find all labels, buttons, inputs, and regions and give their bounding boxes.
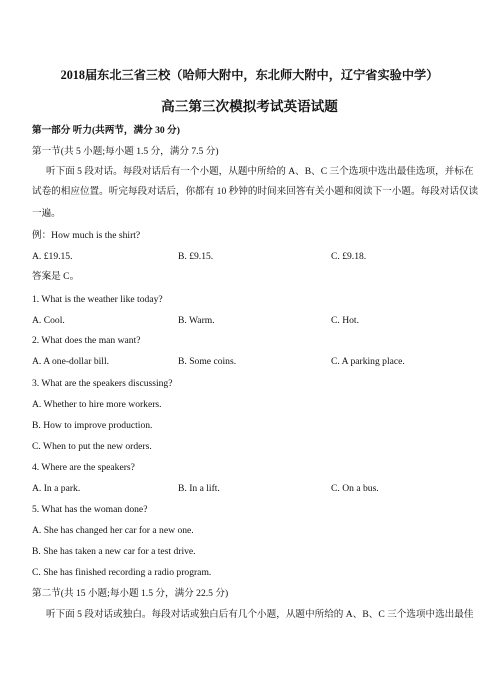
section1-instructions-line1: 听下面 5 段对话。每段对话后有一个小题，从题中所给的 A、B、C 三个选项中选出最佳选项，并标在 — [46, 166, 474, 177]
question-4: 4. Where are the speakers? — [32, 462, 135, 473]
part1-heading: 第一部分 听力(共两节，满分 30 分) — [32, 125, 180, 136]
section1-heading: 第一节(共 5 小题;每小题 1.5 分，满分 7.5 分) — [32, 146, 219, 157]
section1-instructions-line3: 一遍。 — [32, 208, 61, 219]
q5-option-a: A. She has changed her car for a new one. — [32, 525, 194, 536]
question-3: 3. What are the speakers discussing? — [32, 378, 173, 389]
example-question: 例：How much is the shirt? — [32, 230, 141, 241]
section1-instructions-line2: 试卷的相应位置。听完每段对话后，你都有 10 秒钟的时间来回答有关小题和阅读下一小题。每段对话仅读 — [32, 186, 479, 197]
question-1: 1. What is the weather like today? — [32, 294, 163, 305]
q1-option-c: C. Hot. — [331, 315, 359, 326]
q5-option-b: B. She has taken a new car for a test drive. — [32, 546, 196, 557]
q4-option-c: C. On a bus. — [331, 483, 379, 494]
q2-option-b: B. Some coins. — [178, 356, 237, 367]
example-option-c: C. £9.18. — [331, 251, 367, 262]
q4-option-a: A. In a park. — [32, 483, 81, 494]
q2-option-c: C. A parking place. — [331, 356, 405, 367]
section2-heading: 第二节(共 15 小题;每小题 1.5 分，满分 22.5 分) — [32, 588, 229, 599]
section2-instructions-line1: 听下面 5 段对话或独白。每段对话或独白后有几个小题，从题中所给的 A、B、C 三个选项中选出最佳 — [46, 609, 474, 620]
q3-option-b: B. How to improve production. — [32, 420, 153, 431]
example-answer: 答案是 C。 — [32, 271, 80, 282]
q1-option-b: B. Warm. — [178, 315, 215, 326]
q2-option-a: A. A one-dollar bill. — [32, 356, 110, 367]
q5-option-c: C. She has finished recording a radio program. — [32, 567, 212, 578]
q3-option-c: C. When to put the new orders. — [32, 441, 152, 452]
question-2: 2. What does the man want? — [32, 335, 141, 346]
question-5: 5. What has the woman done? — [32, 504, 148, 515]
example-option-a: A. £19.15. — [32, 251, 73, 262]
q3-option-a: A. Whether to hire more workers. — [32, 399, 162, 410]
q1-option-a: A. Cool. — [32, 315, 65, 326]
exam-title: 高三第三次模拟考试英语试题 — [161, 99, 338, 114]
exam-school-title: 2018届东北三省三校（哈师大附中，东北师大附中，辽宁省实验中学） — [60, 68, 439, 82]
q4-option-b: B. In a lift. — [178, 483, 220, 494]
example-option-b: B. £9.15. — [178, 251, 214, 262]
